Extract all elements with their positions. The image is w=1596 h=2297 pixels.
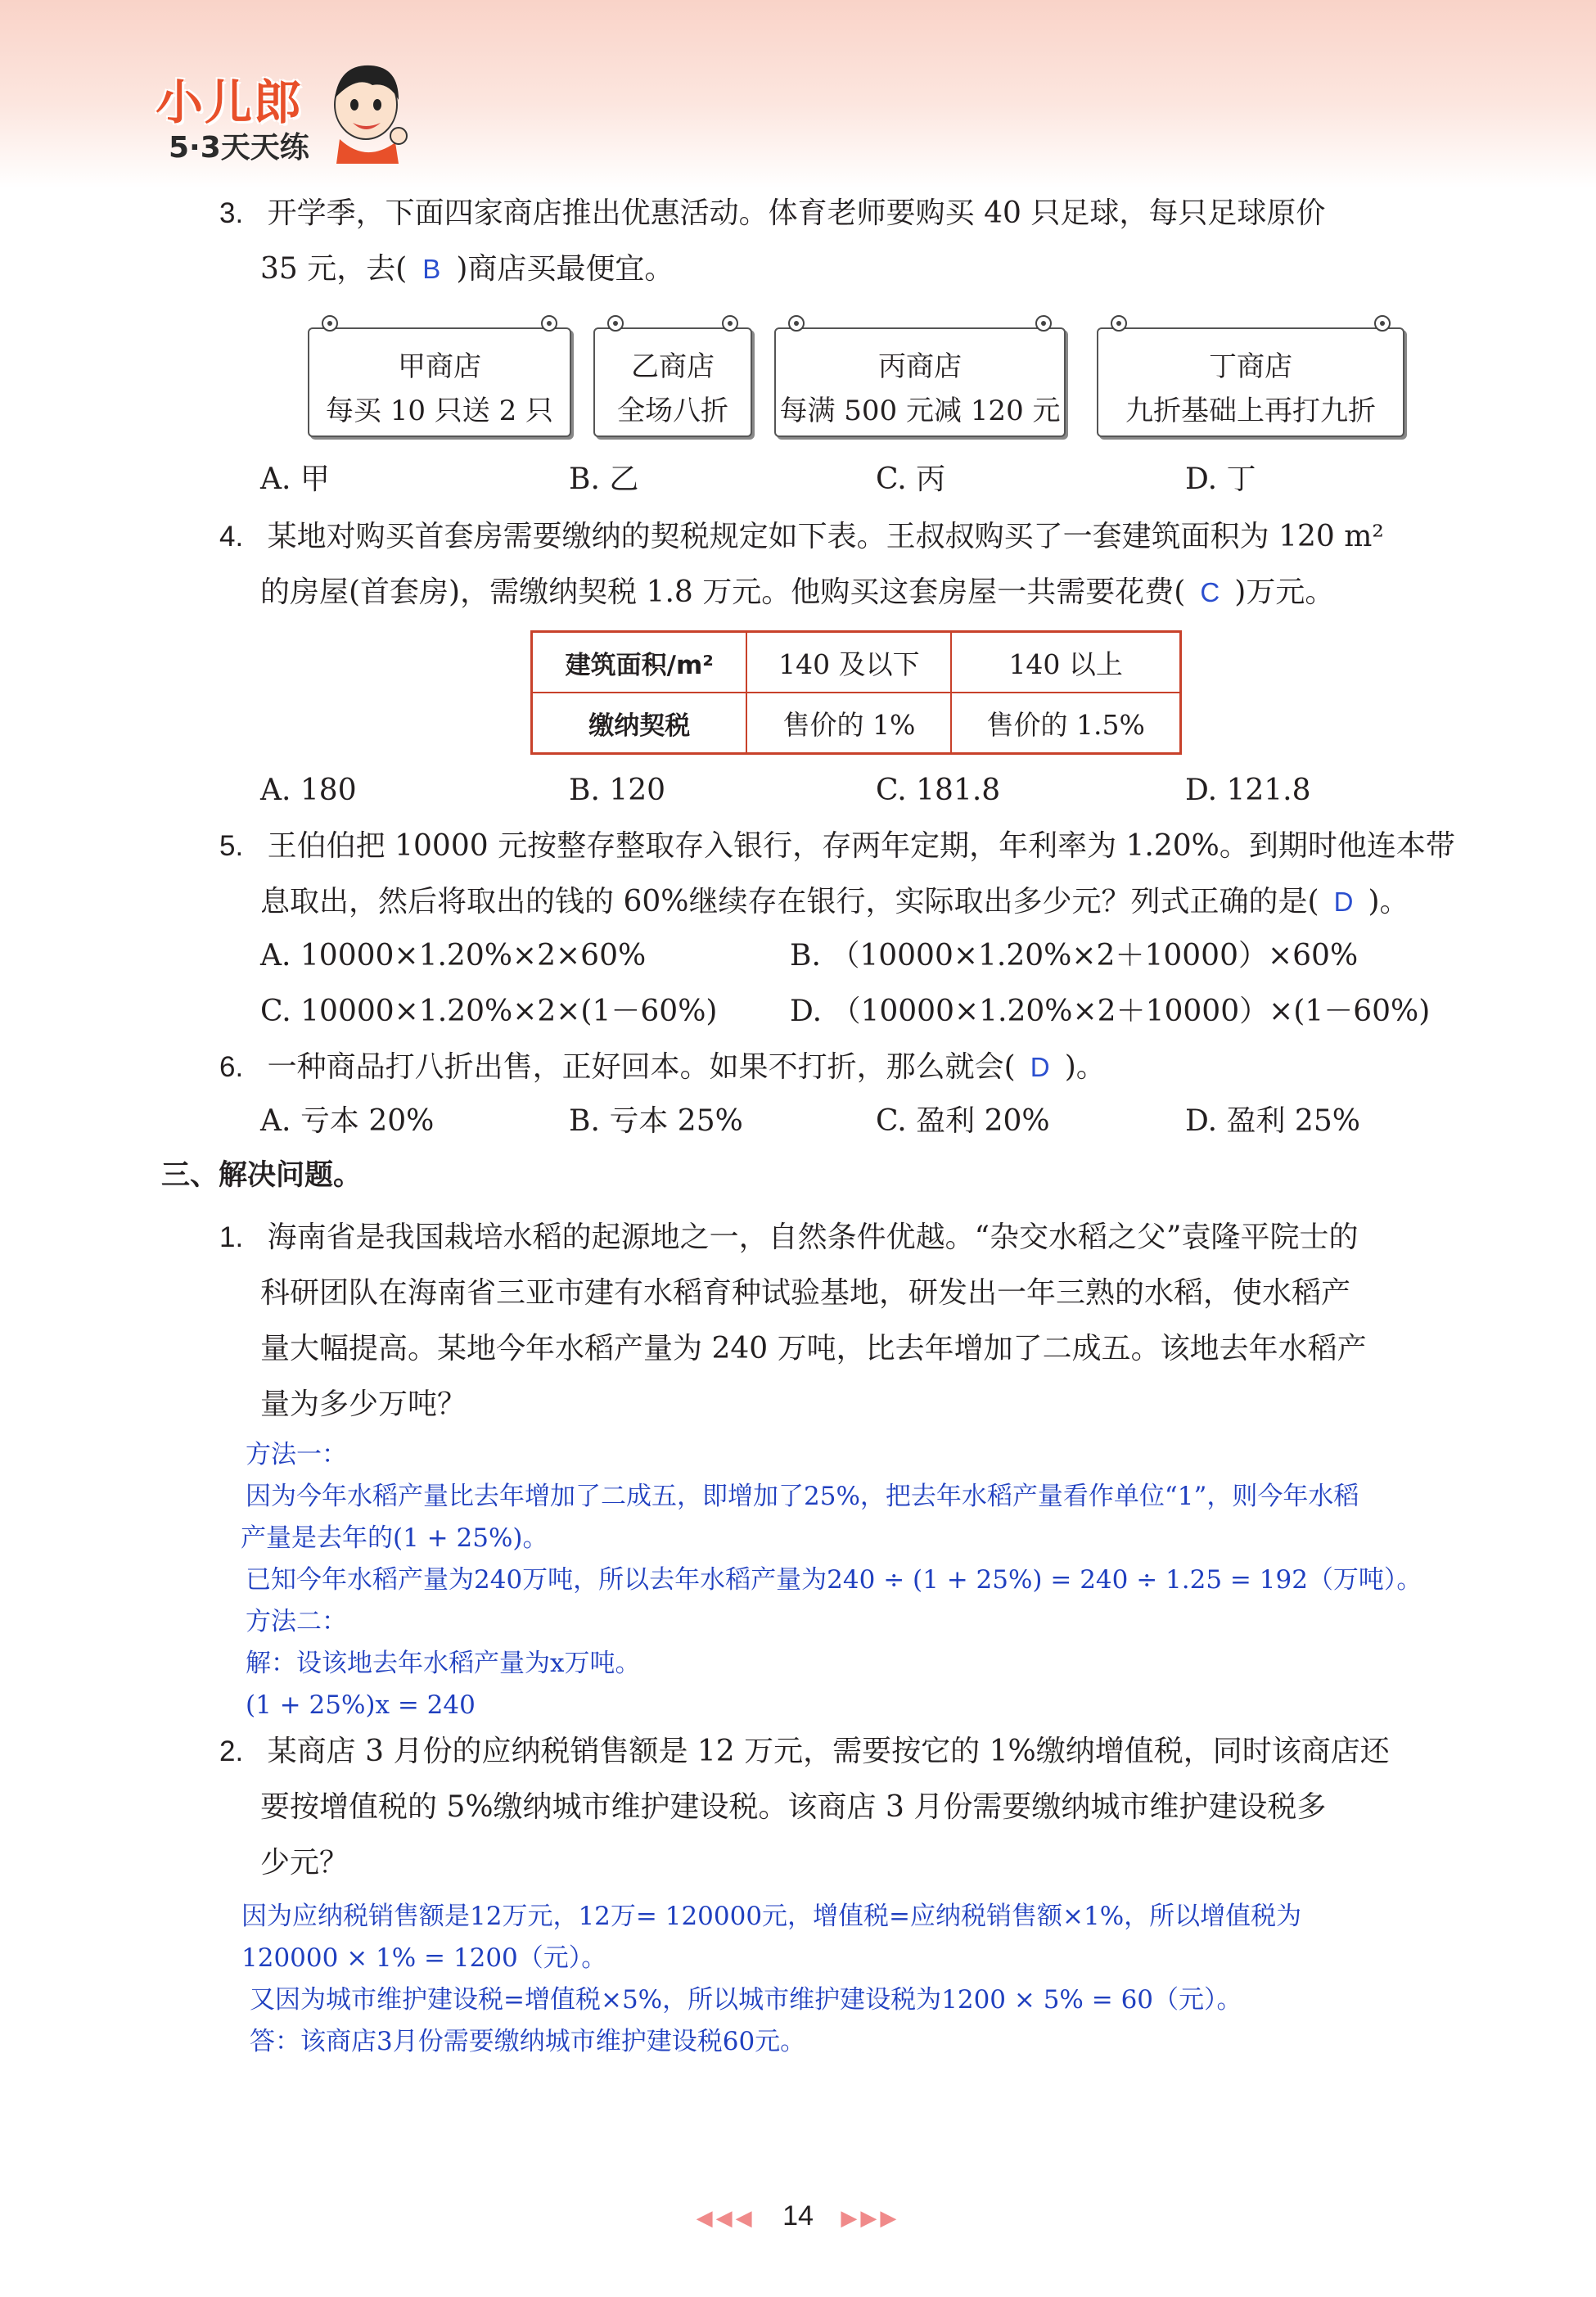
q4-option-b: B. 120 <box>569 774 666 807</box>
q6-text-1b: )。 <box>1064 1050 1106 1084</box>
q6-option-a: A. 亏本 20% <box>260 1104 435 1138</box>
q6-answer: D <box>1030 1052 1050 1082</box>
q6-option-b: B. 亏本 25% <box>569 1104 743 1138</box>
p1-number: 1. <box>219 1221 244 1253</box>
section-title: 三、解决问题。 <box>161 1159 363 1192</box>
q3-option-b: B. 乙 <box>569 463 639 496</box>
solution-line: 因为应纳税销售额是12万元，12万= 120000元，增值税=应纳税销售额×1%，所以增值税为 <box>241 1902 1302 1931</box>
q5-number: 5. <box>219 830 244 862</box>
q3-option-d: D. 丁 <box>1185 463 1256 496</box>
q6-option-d: D. 盈利 25% <box>1185 1104 1360 1138</box>
mascot-boy-icon <box>323 57 409 164</box>
q5-option-c: C. 10000×1.20%×2×(1－60%) <box>260 995 718 1028</box>
solution-line: 方法二： <box>246 1607 347 1636</box>
sign-shop-name: 丁商店 <box>1209 350 1292 383</box>
q6-number: 6. <box>219 1051 244 1083</box>
deed-tax-table <box>530 630 1182 755</box>
q4-text-2b: )万元。 <box>1234 575 1335 609</box>
pin-icon <box>603 311 628 336</box>
p2-line1 <box>219 1724 1390 1780</box>
table-row <box>532 693 1181 754</box>
p1-text: 量大幅提高。某地今年水稻产量为 240 万吨，比去年增加了二成五。该地去年水稻产 <box>260 1332 1367 1365</box>
pin-icon <box>1107 311 1131 336</box>
p2-solution <box>241 1896 1301 2063</box>
q5-option-a: A. 10000×1.20%×2×60% <box>260 939 647 973</box>
q4-answer: C <box>1200 577 1220 607</box>
q4-option-c: C. 181.8 <box>876 774 1001 807</box>
q3-line2 <box>260 241 674 297</box>
pin-icon <box>537 311 561 336</box>
solution-line: (1 + 25%)x = 240 <box>246 1690 476 1720</box>
pin-icon <box>318 311 342 336</box>
page-number: 14 <box>782 2200 814 2232</box>
sign-shop-offer: 每满 500 元减 120 元 <box>779 395 1061 427</box>
p1-solution <box>241 1434 1422 1726</box>
table-cell: 140 及以下 <box>746 632 951 693</box>
logo-subtitle: 5·3天天练 <box>169 131 309 165</box>
table-row <box>532 632 1181 693</box>
q3-text-2b: )商店买最便宜。 <box>456 252 674 286</box>
solution-line: 答：该商店3月份需要缴纳城市维护建设税60元。 <box>250 2027 806 2056</box>
q4-option-d: D. 121.8 <box>1185 774 1311 807</box>
q3-text-2a: 35 元，去( <box>260 252 408 286</box>
q3-answer: B <box>422 254 441 284</box>
p1-line1 <box>219 1210 1358 1266</box>
q5-text-2a: 息取出，然后将取出的钱的 60%继续存在银行，实际取出多少元？列式正确的是( <box>260 885 1319 918</box>
right-arrows-icon: ▶▶▶ <box>841 2205 900 2230</box>
q4-number: 4. <box>219 521 244 553</box>
q5-text-2b: )。 <box>1368 885 1409 918</box>
sign-shop-jia <box>308 327 571 437</box>
solution-line: 解：设该地去年水稻产量为x万吨。 <box>246 1649 641 1678</box>
logo <box>139 57 409 164</box>
p1-text: 海南省是我国栽培水稻的起源地之一，自然条件优越。“杂交水稻之父”袁隆平院士的 <box>267 1221 1359 1254</box>
q5-text-1: 王伯伯把 10000 元按整存整取存入银行，存两年定期，年利率为 1.20%。到期时他连本带 <box>267 829 1455 863</box>
p2-text: 要按增值税的 5%缴纳城市维护建设税。该商店 3 月份需要缴纳城市维护建设税多 <box>260 1790 1327 1824</box>
table-cell: 售价的 1% <box>746 693 951 754</box>
logo-title: 小儿郎 <box>156 74 304 130</box>
q3-number: 3. <box>219 197 244 229</box>
p2-text: 某商店 3 月份的应纳税销售额是 12 万元，需要按它的 1%缴纳增值税，同时该商店还 <box>267 1735 1390 1768</box>
p1-text: 科研团队在海南省三亚市建有水稻育种试验基地，研发出一年三熟的水稻，使水稻产 <box>260 1276 1351 1310</box>
sign-shop-offer: 每买 10 只送 2 只 <box>325 395 554 427</box>
pin-icon <box>784 311 809 336</box>
table-cell: 140 以上 <box>951 632 1180 693</box>
q3-option-a: A. 甲 <box>260 463 330 496</box>
q3-text-1: 开学季，下面四家商店推出优惠活动。体育老师要购买 40 只足球，每只足球原价 <box>267 196 1326 230</box>
solution-line: 方法一： <box>246 1440 347 1469</box>
q6-text-1a: 一种商品打八折出售，正好回本。如果不打折，那么就会( <box>267 1050 1016 1084</box>
sign-shop-bing <box>774 327 1066 437</box>
solution-line: 又因为城市维护建设税=增值税×5%，所以城市维护建设税为1200 × 5% = 60（元）。 <box>250 1985 1242 2015</box>
q4-text-1: 某地对购买首套房需要缴纳的契税规定如下表。王叔叔购买了一套建筑面积为 120 m² <box>267 520 1384 553</box>
pin-icon <box>1031 311 1056 336</box>
table-cell: 售价的 1.5% <box>951 693 1180 754</box>
solution-line: 因为今年水稻产量比去年增加了二成五，即增加了25%，把去年水稻产量看作单位“1”，则今年水稻 <box>246 1482 1359 1511</box>
page-footer <box>0 2200 1596 2232</box>
q6-option-c: C. 盈利 20% <box>876 1104 1050 1138</box>
solution-line: 产量是去年的(1 + 25%)。 <box>241 1523 548 1553</box>
q5-line1 <box>219 819 1455 874</box>
sign-shop-name: 甲商店 <box>398 350 481 383</box>
sign-shop-name: 乙商店 <box>631 350 715 383</box>
q4-line1 <box>219 509 1384 565</box>
q4-option-a: A. 180 <box>260 774 357 807</box>
table-header-cell: 缴纳契税 <box>532 693 747 754</box>
sign-shop-offer: 全场八折 <box>617 395 728 427</box>
sign-shop-yi <box>593 327 752 437</box>
shop-signs <box>303 307 1416 446</box>
q3-line1 <box>219 186 1325 241</box>
q6-line1 <box>219 1040 1106 1095</box>
table-header-cell: 建筑面积/m² <box>532 632 747 693</box>
pin-icon <box>1370 311 1395 336</box>
sign-shop-name: 丙商店 <box>878 350 962 383</box>
q5-answer: D <box>1333 887 1354 917</box>
q5-option-d: D. （10000×1.20%×2＋10000）×(1－60%) <box>790 995 1431 1028</box>
p2-text: 少元？ <box>260 1846 349 1880</box>
q4-line2 <box>260 565 1334 621</box>
q3-option-c: C. 丙 <box>876 463 946 496</box>
p1-text: 量为多少万吨？ <box>260 1388 467 1421</box>
q5-option-b: B. （10000×1.20%×2＋10000）×60% <box>790 939 1359 973</box>
solution-line: 120000 × 1% = 1200（元）。 <box>241 1943 607 1973</box>
sign-shop-ding <box>1097 327 1404 437</box>
solution-line: 已知今年水稻产量为240万吨，所以去年水稻产量为240 ÷ (1 + 25%) = 240 ÷ 1.25 = 192（万吨）。 <box>246 1565 1422 1595</box>
q4-text-2a: 的房屋(首套房)，需缴纳契税 1.8 万元。他购买这套房屋一共需要花费( <box>260 575 1186 609</box>
q5-line2 <box>260 874 1409 930</box>
pin-icon <box>718 311 742 336</box>
p2-number: 2. <box>219 1735 244 1767</box>
sign-shop-offer: 九折基础上再打九折 <box>1125 395 1376 427</box>
left-arrows-icon: ◀◀◀ <box>696 2205 755 2230</box>
